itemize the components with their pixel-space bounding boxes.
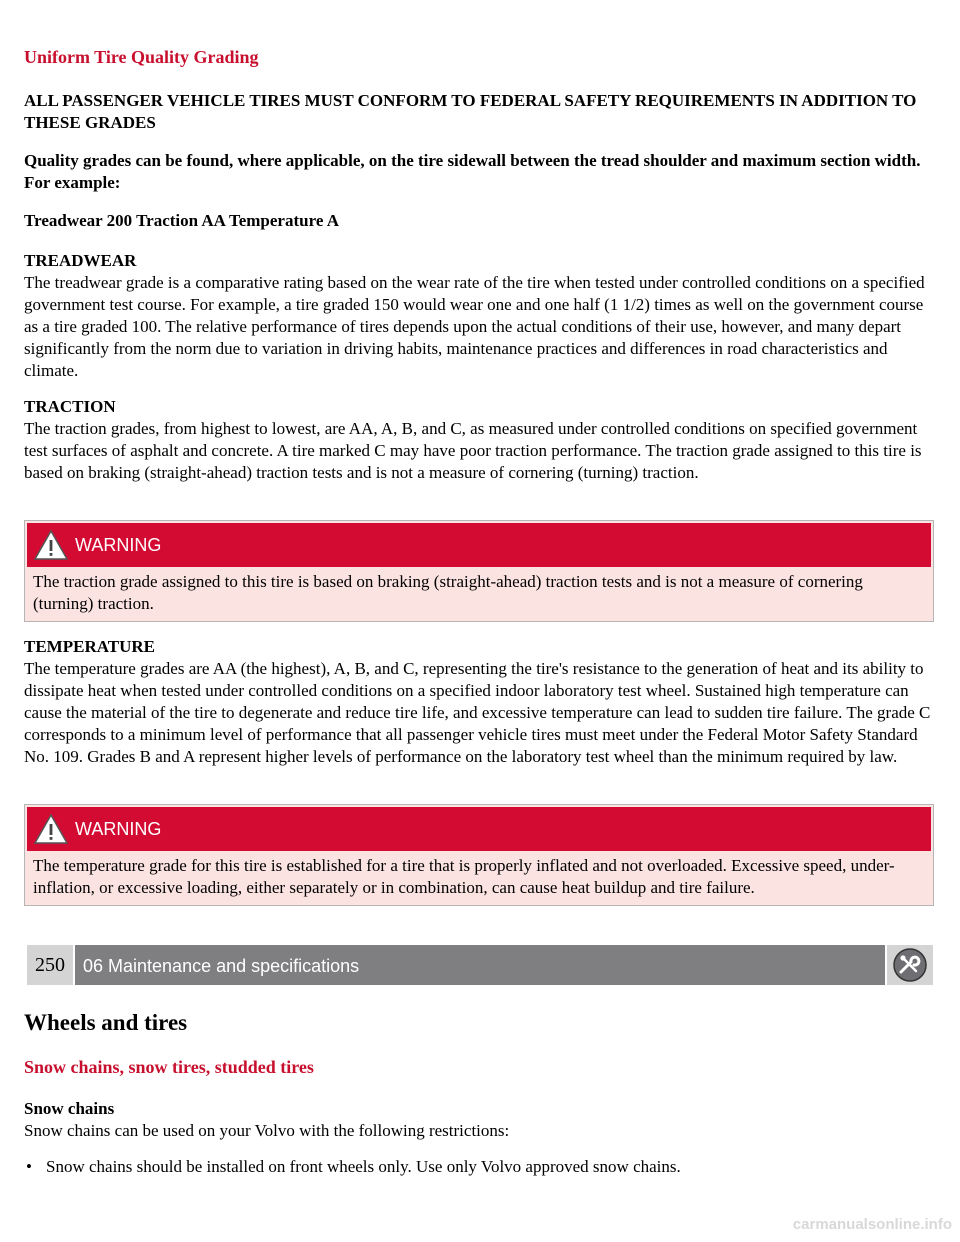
grade-example: Treadwear 200 Traction AA Temperature A [24, 211, 339, 230]
restrictions-list [24, 1156, 936, 1178]
warning-triangle-icon [33, 528, 69, 562]
page-number: 250 [27, 945, 73, 985]
snow-chains-intro: Snow chains can be used on your Volvo with the following restrictions: [24, 1121, 510, 1140]
temperature-warning-box [24, 804, 934, 906]
traction-heading: TRACTION [24, 397, 116, 416]
temperature-heading: TEMPERATURE [24, 637, 155, 656]
warning-label: WARNING [75, 535, 162, 555]
federal-notice: ALL PASSENGER VEHICLE TIRES MUST CONFORM TO FEDERAL SAFETY REQUIREMENTS IN ADDITION TO THESE GRADES [24, 91, 917, 132]
snow-subtitle: Snow chains, snow tires, studded tires [24, 1057, 314, 1077]
wrench-maintenance-icon [887, 945, 933, 985]
chapter-title: 06 Maintenance and specifications [75, 945, 885, 985]
quality-intro: Quality grades can be found, where applicable, on the tire sidewall between the tread shoulder and maximum section width. For example: [24, 151, 921, 192]
warning-text: The temperature grade for this tire is established for a tire that is properly inflated and not overloaded. Excessive speed, under-inflation, or excessive loading, either separately or in combination, can cause heat buildup and tire failure. [33, 856, 895, 897]
warning-label: WARNING [75, 819, 162, 839]
traction-text: The traction grades, from highest to lowest, are AA, A, B, and C, as measured under controlled conditions on specified government test surfaces of asphalt and concrete. A tire marked C may have poor traction performance. The traction grade assigned to this tire is based on braking (straight-ahead) traction tests and is not a measure of cornering (turning) traction. [24, 419, 922, 482]
warning-triangle-icon [33, 812, 69, 846]
watermark: carmanualsonline.info [792, 1216, 952, 1233]
snow-chains-heading: Snow chains [24, 1099, 115, 1118]
temperature-text: The temperature grades are AA (the highest), A, B, and C, representing the tire's resistance to the generation of heat and its ability to dissipate heat when tested under controlled conditions on a specified indoor laboratory test wheel. Sustained high temperature can cause the material of the tire to degenerate and reduce tire life, and excessive temperature can lead to sudden tire failure. The grade C corresponds to a minimum level of performance that all passenger vehicle tires must meet under the Federal Motor Safety Standard No. 109. Grades B and A represent higher levels of performance on the laboratory test wheel than the minimum required by law. [24, 659, 931, 766]
treadwear-text: The treadwear grade is a comparative rating based on the wear rate of the tire when tested under controlled conditions on a specified government test course. For example, a tire graded 150 would wear one and one half (1 1/2) times as well on the government course as a tire graded 100. The relative performance of tires depends upon the actual conditions of their use, however, and many depart significantly from the norm due to variation in driving habits, maintenance practices and differences in road characteristics and climate. [24, 273, 925, 380]
treadwear-heading: TREADWEAR [24, 251, 137, 270]
section-bar [27, 945, 933, 985]
list-item: • Snow chains should be installed on front wheels only. Use only Volvo approved snow chains. [24, 1156, 936, 1178]
wheels-heading: Wheels and tires [24, 1010, 188, 1035]
warning-header [27, 807, 931, 851]
warning-text: The traction grade assigned to this tire is based on braking (straight-ahead) traction tests and is not a measure of cornering (turning) traction. [33, 572, 863, 613]
traction-warning-box [24, 520, 934, 622]
section-title: Uniform Tire Quality Grading [24, 47, 259, 67]
warning-header [27, 523, 931, 567]
